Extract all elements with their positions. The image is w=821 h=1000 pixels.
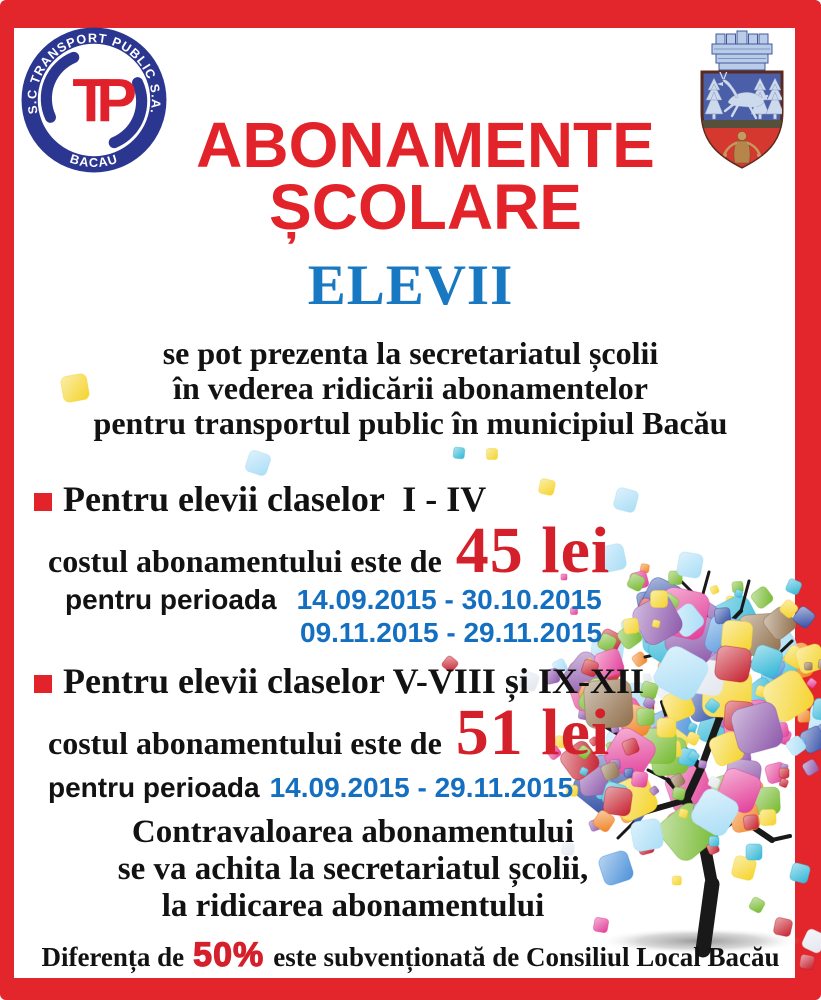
offer-period-row xyxy=(48,772,644,803)
intro-line: se pot prezenta la secretariatul școlii xyxy=(162,335,659,371)
offer-heading-text: Pentru elevii claselor I - IV xyxy=(63,479,487,519)
intro-line: în vederea ridicării abonamentelor xyxy=(173,370,648,406)
footer-note xyxy=(0,936,821,975)
offer-cost-row xyxy=(48,696,644,769)
intro-line: pentru transportul public în municipiul Bacău xyxy=(93,405,728,441)
offer-cost-row xyxy=(48,514,611,587)
logo-ring-text-top: S.C TRANSPORT PUBLIC S.A. xyxy=(25,31,163,116)
offer-period-row xyxy=(65,584,610,615)
title-line-2: ȘCOLARE xyxy=(269,171,582,243)
closing-line: se va achita la secretariatul școlii, xyxy=(117,851,589,887)
cost-label: costul abonamentului este de xyxy=(48,725,442,761)
closing-line: Contravaloarea abonamentului xyxy=(131,814,575,850)
footer-highlight-percentage: 50% xyxy=(193,936,265,974)
cost-label: costul abonamentului este de xyxy=(48,543,442,579)
offer-grades-1-4 xyxy=(34,480,610,648)
footer-prefix: Diferența de xyxy=(41,942,185,972)
mural-crown-icon xyxy=(712,31,772,70)
offer-grades-5-12 xyxy=(34,662,644,803)
footer-suffix: este subvenționată de Consiliul Local Bacău xyxy=(273,942,780,972)
period-dates: 14.09.2015 - 30.10.2015 xyxy=(296,584,602,615)
period-label: pentru perioada xyxy=(65,584,277,615)
period-label: pentru perioada xyxy=(48,772,260,803)
offer-heading xyxy=(34,480,610,518)
price-value: 45 lei xyxy=(455,514,611,587)
poster-title xyxy=(30,109,821,243)
price-value: 51 lei xyxy=(455,696,611,769)
closing-line: la ridicarea abonamentului xyxy=(161,888,545,924)
logo-ring-text-bottom: BACAU xyxy=(68,151,120,170)
title-line-1: ABONAMENTE xyxy=(196,109,655,181)
period-dates: 14.09.2015 - 29.11.2015 xyxy=(269,772,574,803)
intro-paragraph xyxy=(0,336,821,441)
offer-heading xyxy=(34,662,644,700)
offer-heading-text: Pentru elevii claselor V-VIII și IX-XII xyxy=(63,661,644,701)
audience-heading: ELEVII xyxy=(307,254,514,317)
period-dates: 09.11.2015 - 29.11.2015 xyxy=(300,617,603,648)
logo-monogram-text: TP xyxy=(72,66,124,135)
closing-paragraph xyxy=(0,814,706,925)
red-bullet-square xyxy=(34,493,52,511)
red-bullet-square xyxy=(34,675,52,693)
